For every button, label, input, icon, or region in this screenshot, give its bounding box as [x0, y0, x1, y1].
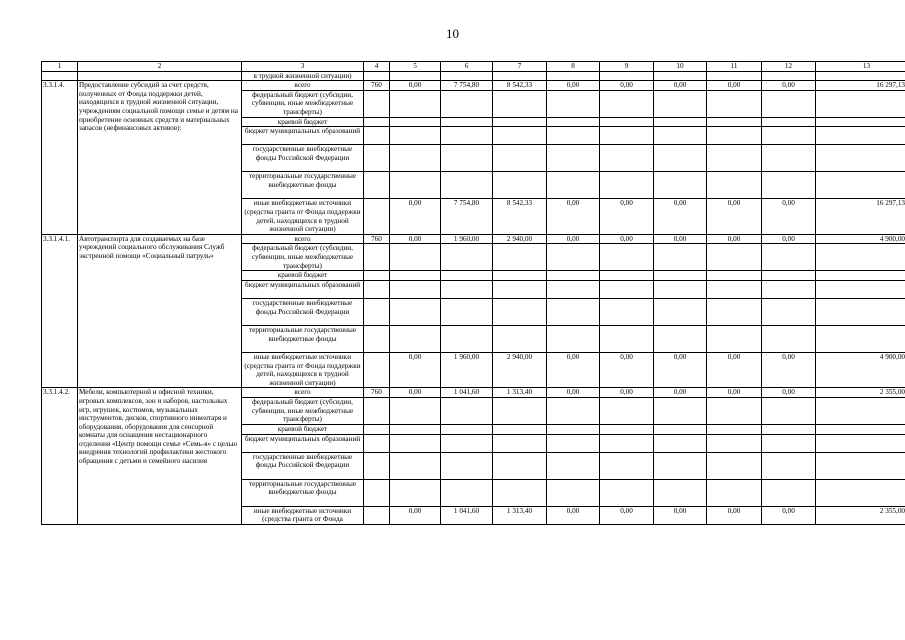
value-cell: 2 940,00 — [493, 234, 547, 244]
header-cell: 5 — [390, 62, 441, 72]
value-cell: 0,00 — [547, 352, 600, 387]
source-municipal: бюджет муниципальных образований — [242, 434, 364, 452]
value-cell: 0,00 — [707, 199, 762, 234]
row-k: 760 — [364, 234, 390, 244]
value-cell: 0,00 — [762, 234, 816, 244]
value-cell: 0,00 — [547, 234, 600, 244]
value-cell: 0,00 — [390, 506, 441, 524]
value-cell: 0,00 — [547, 388, 600, 398]
value-cell: 0,00 — [600, 81, 654, 91]
header-row — [42, 62, 905, 72]
source-municipal: бюджет муниципальных образований — [242, 280, 364, 298]
value-cell: 1 960,00 — [441, 352, 493, 387]
carry-over-row — [42, 71, 905, 81]
value-cell: 0,00 — [390, 81, 441, 91]
source-territorial: территориальные государственные внебюджетные фонды — [242, 325, 364, 352]
source-federal: федеральный бюджет (субсидии, субвенции, иные межбюджетные трансферты) — [242, 244, 364, 271]
row-name: Предоставление субсидий за счет средств, полученных от Фонда поддержки детей, находящихся в трудной жизненной ситуации, учреждениям социальной помощи семье и детям на приобретение основных средств и материальных запасов (нефинансовых активов): — [78, 81, 242, 235]
value-cell: 0,00 — [707, 388, 762, 398]
value-cell: 0,00 — [654, 506, 707, 524]
value-cell: 0,00 — [654, 388, 707, 398]
value-cell: 0,00 — [707, 81, 762, 91]
value-cell: 0,00 — [390, 352, 441, 387]
page-number: 10 — [446, 26, 459, 41]
budget-table — [41, 61, 905, 525]
value-cell: 0,00 — [390, 199, 441, 234]
value-cell: 0,00 — [707, 506, 762, 524]
value-cell: 8 542,33 — [493, 199, 547, 234]
value-total-cell: 2 355,00 — [816, 506, 905, 524]
value-cell: 0,00 — [762, 199, 816, 234]
value-cell: 0,00 — [654, 352, 707, 387]
source-federal: федеральный бюджет (субсидии, субвенции, иные межбюджетные трансферты) — [242, 397, 364, 424]
source-municipal: бюджет муниципальных образований — [242, 127, 364, 145]
source-other: иные внебюджетные источники (средства гранта от Фонда поддержки детей, находящихся в трудной жизненной ситуации) — [242, 352, 364, 387]
value-cell: 0,00 — [600, 234, 654, 244]
value-cell: 1 313,40 — [493, 506, 547, 524]
value-cell: 8 542,33 — [493, 81, 547, 91]
block-row-total — [42, 81, 905, 91]
header-cell: 7 — [493, 62, 547, 72]
source-regional: краевой бюджет — [242, 271, 364, 281]
value-cell: 0,00 — [654, 199, 707, 234]
source-state-funds: государственные внебюджетные фонды Российской Федерации — [242, 452, 364, 479]
source-territorial: территориальные государственные внебюджетные фонды — [242, 172, 364, 199]
header-cell: 12 — [762, 62, 816, 72]
value-cell: 0,00 — [654, 234, 707, 244]
value-cell: 2 940,00 — [493, 352, 547, 387]
header-cell: 2 — [78, 62, 242, 72]
value-cell: 7 754,80 — [441, 199, 493, 234]
row-code: 3.3.1.4.1. — [42, 234, 78, 388]
value-total-cell: 4 900,00 — [816, 234, 905, 244]
row-code: 3.3.1.4. — [42, 81, 78, 235]
row-code: 3.3.1.4.2. — [42, 388, 78, 524]
value-cell: 0,00 — [762, 506, 816, 524]
source-other: иные внебюджетные источники (средства гранта от Фонда поддержки детей, находящихся в трудной жизненной ситуации) — [242, 199, 364, 234]
value-cell: 7 754,80 — [441, 81, 493, 91]
header-cell: 10 — [654, 62, 707, 72]
value-cell: 0,00 — [390, 234, 441, 244]
source-total: всего — [242, 388, 364, 398]
source-state-funds: государственные внебюджетные фонды Российской Федерации — [242, 298, 364, 325]
row-k: 760 — [364, 81, 390, 91]
header-cell: 9 — [600, 62, 654, 72]
header-cell: 4 — [364, 62, 390, 72]
value-cell: 0,00 — [390, 388, 441, 398]
value-cell: 0,00 — [707, 234, 762, 244]
header-cell: 11 — [707, 62, 762, 72]
source-label: в трудной жизненной ситуации) — [242, 71, 364, 81]
header-cell: 6 — [441, 62, 493, 72]
source-regional: краевой бюджет — [242, 117, 364, 127]
header-cell: 13 — [816, 62, 905, 72]
value-cell: 1 041,60 — [441, 506, 493, 524]
source-other: иные внебюджетные источники (средства гранта от Фонда — [242, 506, 364, 524]
value-total-cell: 16 297,13 — [816, 81, 905, 91]
value-cell: 0,00 — [600, 352, 654, 387]
value-total-cell: 2 355,00 — [816, 388, 905, 398]
value-cell: 1 960,00 — [441, 234, 493, 244]
block-row-total — [42, 388, 905, 398]
value-cell: 0,00 — [600, 199, 654, 234]
value-cell: 0,00 — [762, 388, 816, 398]
source-regional: краевой бюджет — [242, 424, 364, 434]
value-cell: 0,00 — [547, 199, 600, 234]
value-cell: 0,00 — [600, 506, 654, 524]
value-total-cell: 4 900,00 — [816, 352, 905, 387]
source-state-funds: государственные внебюджетные фонды Российской Федерации — [242, 145, 364, 172]
value-total-cell: 16 297,13 — [816, 199, 905, 234]
value-cell: 0,00 — [762, 352, 816, 387]
value-cell: 1 313,40 — [493, 388, 547, 398]
row-name: Мебели, компьютерной и офисной техники, игровых комплексов, зон и наборов, настольных игр, игрушек, костюмов, музыкальных инструментов, дисков, спортивного инвентаря и оборудования, оборудования для сенсорной комнаты для оснащения нестационарного отделения «Центр помощи семье «Семь-я» с целью внедрения технологий профилактики жестокого обращения с детьми и семейного насилия — [78, 388, 242, 524]
value-cell: 0,00 — [547, 506, 600, 524]
header-cell: 8 — [547, 62, 600, 72]
source-federal: федеральный бюджет (субсидии, субвенции, иные межбюджетные трансферты) — [242, 90, 364, 117]
value-cell: 1 041,60 — [441, 388, 493, 398]
row-k: 760 — [364, 388, 390, 398]
block-row-total — [42, 234, 905, 244]
value-cell: 0,00 — [547, 81, 600, 91]
value-cell: 0,00 — [654, 81, 707, 91]
row-name: Автотранспорта для создаваемых на базе учреждений социального обслуживания Служб экстренной помощи «Социальный патруль» — [78, 234, 242, 388]
header-cell: 3 — [242, 62, 364, 72]
header-cell: 1 — [42, 62, 78, 72]
source-territorial: территориальные государственные внебюджетные фонды — [242, 479, 364, 506]
value-cell: 0,00 — [707, 352, 762, 387]
value-cell: 0,00 — [762, 81, 816, 91]
value-cell: 0,00 — [600, 388, 654, 398]
source-total: всего — [242, 234, 364, 244]
source-total: всего — [242, 81, 364, 91]
